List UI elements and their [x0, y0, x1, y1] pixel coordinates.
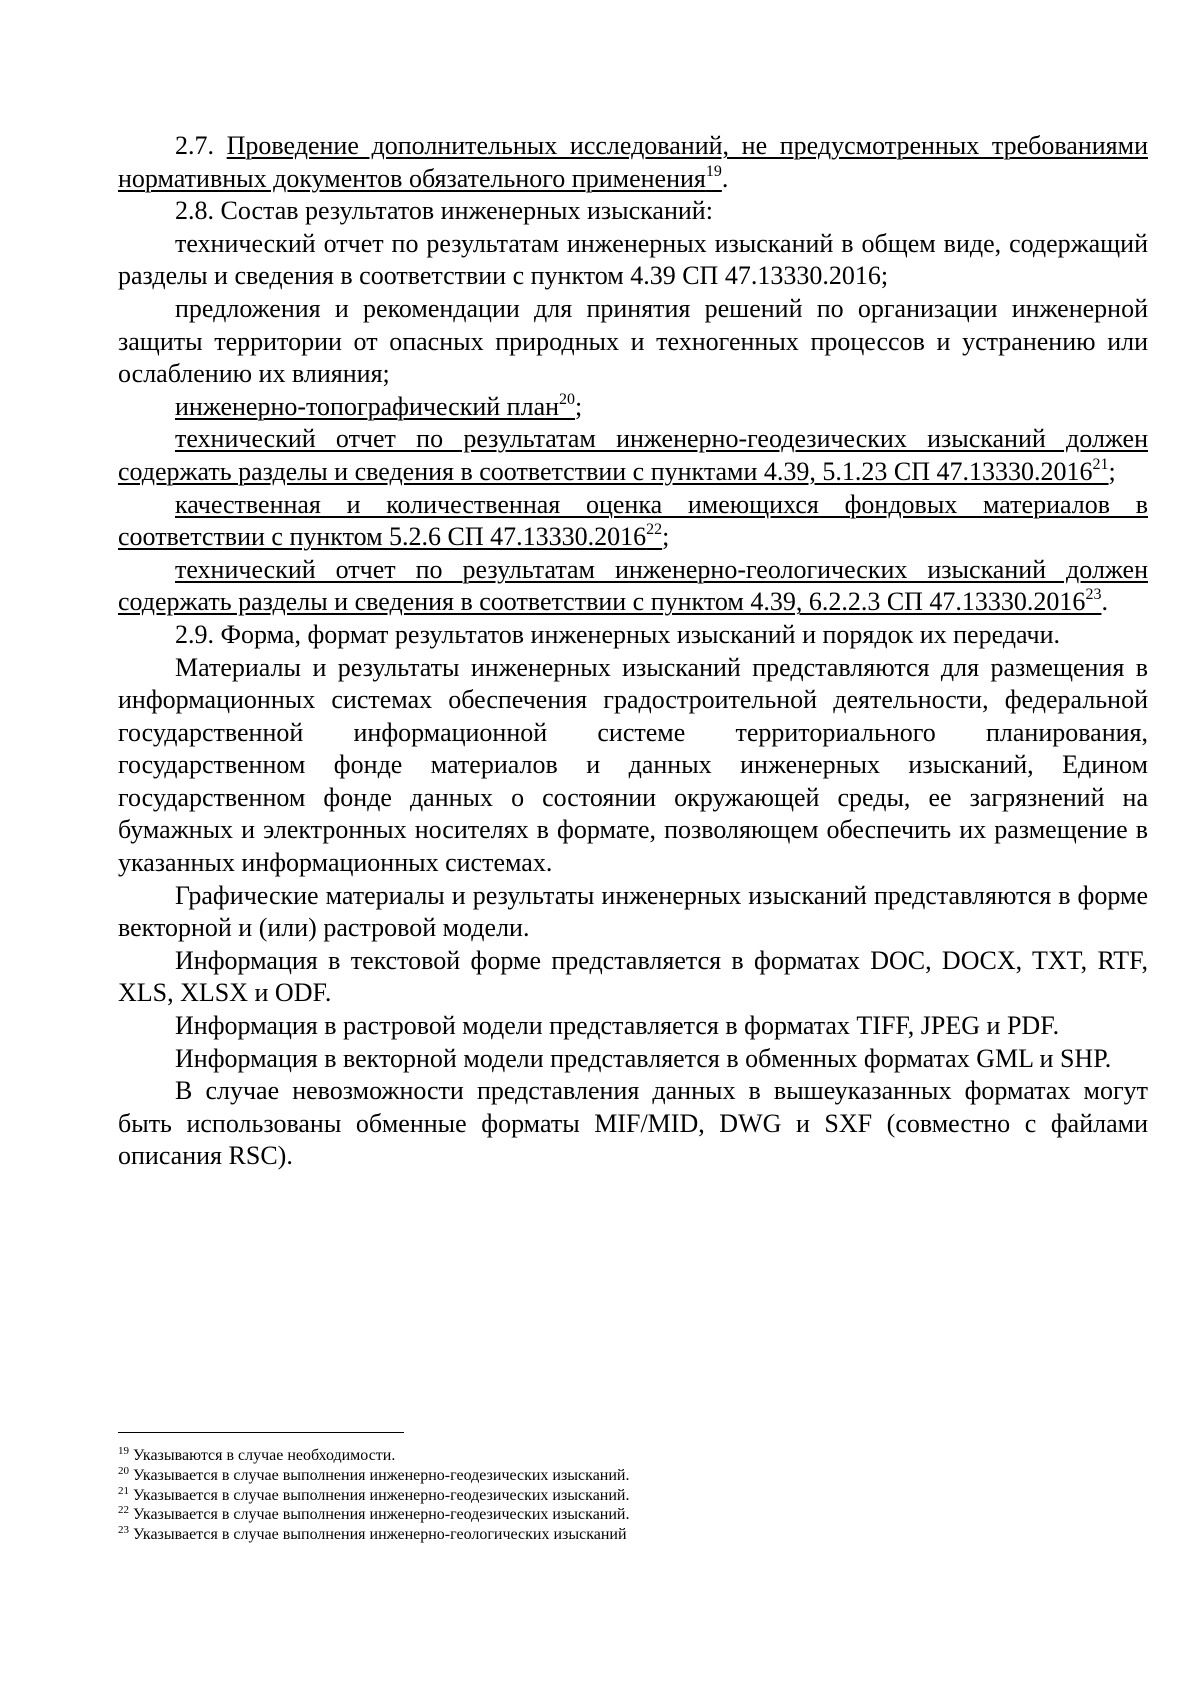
underlined-text — [118, 490, 1148, 552]
footnote-ref-22: 22 — [646, 521, 663, 539]
footnote-text: Указываются в случае необходимости. — [129, 1447, 396, 1464]
paragraph-materials: Материалы и результаты инженерных изысканий представляются для размещения в информационных системах обеспечения градостроительной деятельности, федеральной государственной информационной системе территориального планирования, государственном фонде материалов и данных инженерных изысканий, Едином государственном фонде данных о состоянии окружающей среды, ее загрязнений на бумажных и электронных носителях в формате, позволяющем обеспечить их размещение в указанных информационных системах. — [118, 652, 1148, 878]
footnotes — [118, 1446, 1148, 1545]
paragraph-text: инженерно-топографический план — [175, 391, 560, 421]
paragraph-text: технический отчет по результатам инженерно-геодезических изысканий должен содержать разделы и сведения в соответствии с пунктами 4.39, 5.1.23 СП 47.13330.2016 — [118, 424, 1148, 486]
footnote-text: Указывается в случае выполнения инженерно-геологических изысканий — [129, 1526, 627, 1544]
underlined-text — [118, 131, 1148, 193]
footnote-divider — [118, 1432, 404, 1433]
paragraph-tail: ; — [662, 522, 670, 552]
paragraph-raster-formats: Информация в растровой модели представляется в форматах TIFF, JPEG и PDF. — [175, 1011, 1060, 1041]
paragraph-tech-report: технический отчет по результатам инженерных изысканий в общем виде, содержащий разделы и сведения в соответствии с пунктом 4.39 СП 47.13330.2016; — [118, 228, 1148, 291]
paragraph-vector-formats: Информация в векторной модели представляется в обменных форматах GML и SHP. — [175, 1043, 1112, 1073]
footnote-22 — [118, 1505, 1148, 1525]
footnote-number: 19 — [118, 1445, 129, 1457]
paragraph-tail: ; — [1108, 456, 1116, 486]
footnote-ref-21: 21 — [1092, 455, 1109, 473]
footnote-text: Указывается в случае выполнения инженерно-геодезических изысканий. — [129, 1486, 630, 1504]
paragraph-geological-report — [118, 554, 1148, 619]
footnote-21 — [118, 1486, 1148, 1506]
footnote-number: 23 — [118, 1524, 129, 1537]
footnote-number: 21 — [118, 1484, 129, 1497]
paragraph-topo-plan — [118, 391, 1148, 424]
paragraph-text: Проведение дополнительных исследований, не предусмотренных требованиями нормативных документов обязательного применения — [118, 131, 1148, 193]
footnote-text: Указывается в случае выполнения инженерно-геодезических изысканий. — [129, 1466, 630, 1484]
footnote-23 — [118, 1525, 1148, 1545]
paragraph-2-9: 2.9. Форма, формат результатов инженерных изысканий и порядок их передачи. — [175, 619, 1061, 649]
body-text — [118, 130, 1148, 1173]
footnote-number: 22 — [118, 1504, 129, 1517]
footnote-ref-23: 23 — [1085, 586, 1102, 604]
paragraph-tail: . — [721, 163, 729, 193]
underlined-text — [175, 392, 575, 421]
paragraph-tail: ; — [575, 391, 583, 421]
footnote-19 — [118, 1446, 1148, 1466]
footnote-ref-19: 19 — [705, 162, 722, 180]
paragraph-2-8: 2.8. Состав результатов инженерных изысканий: — [175, 196, 713, 226]
underlined-text — [118, 424, 1148, 486]
paragraph-text: качественная и количественная оценка имеющихся фондовых материалов в соответствии с пунктом 5.2.6 СП 47.13330.2016 — [118, 489, 1148, 552]
paragraph-graphics: Графические материалы и результаты инженерных изысканий представляются в форме векторной и (или) растровой модели. — [118, 880, 1148, 943]
footnote-ref-20: 20 — [559, 390, 576, 408]
paragraph-text: технический отчет по результатам инженерно-геологических изысканий должен содержать разделы и сведения в соответствии с пунктом 4.39, 6.2.2.3 СП 47.13330.2016 — [118, 554, 1148, 617]
paragraph-exchange-formats: В случае невозможности представления данных в вышеуказанных форматах могут быть использованы обменные форматы MIF/MID, DWG и SXF (совместно с файлами описания RSC). — [118, 1076, 1148, 1171]
paragraph-2-7 — [118, 130, 1148, 195]
footnote-text: Указывается в случае выполнения инженерно-геодезических изысканий. — [129, 1506, 630, 1524]
footnote-number: 20 — [118, 1464, 129, 1477]
paragraph-proposals: предложения и рекомендации для принятия решений по организации инженерной защиты территории от опасных природных и техногенных процессов и устранению или ослаблению их влияния; — [118, 293, 1148, 389]
paragraph-tail: . — [1101, 587, 1108, 617]
paragraph-fund-assessment — [118, 489, 1148, 554]
paragraph-text-formats: Информация в текстовой форме представляется в форматах DOC, DOCX, TXT, RTF, XLS, XLSX и ODF. — [118, 945, 1148, 1008]
underlined-text — [118, 555, 1148, 617]
paragraph-number: 2.7. — [175, 131, 227, 160]
paragraph-geodetic-report — [118, 423, 1148, 488]
footnote-20 — [118, 1466, 1148, 1486]
